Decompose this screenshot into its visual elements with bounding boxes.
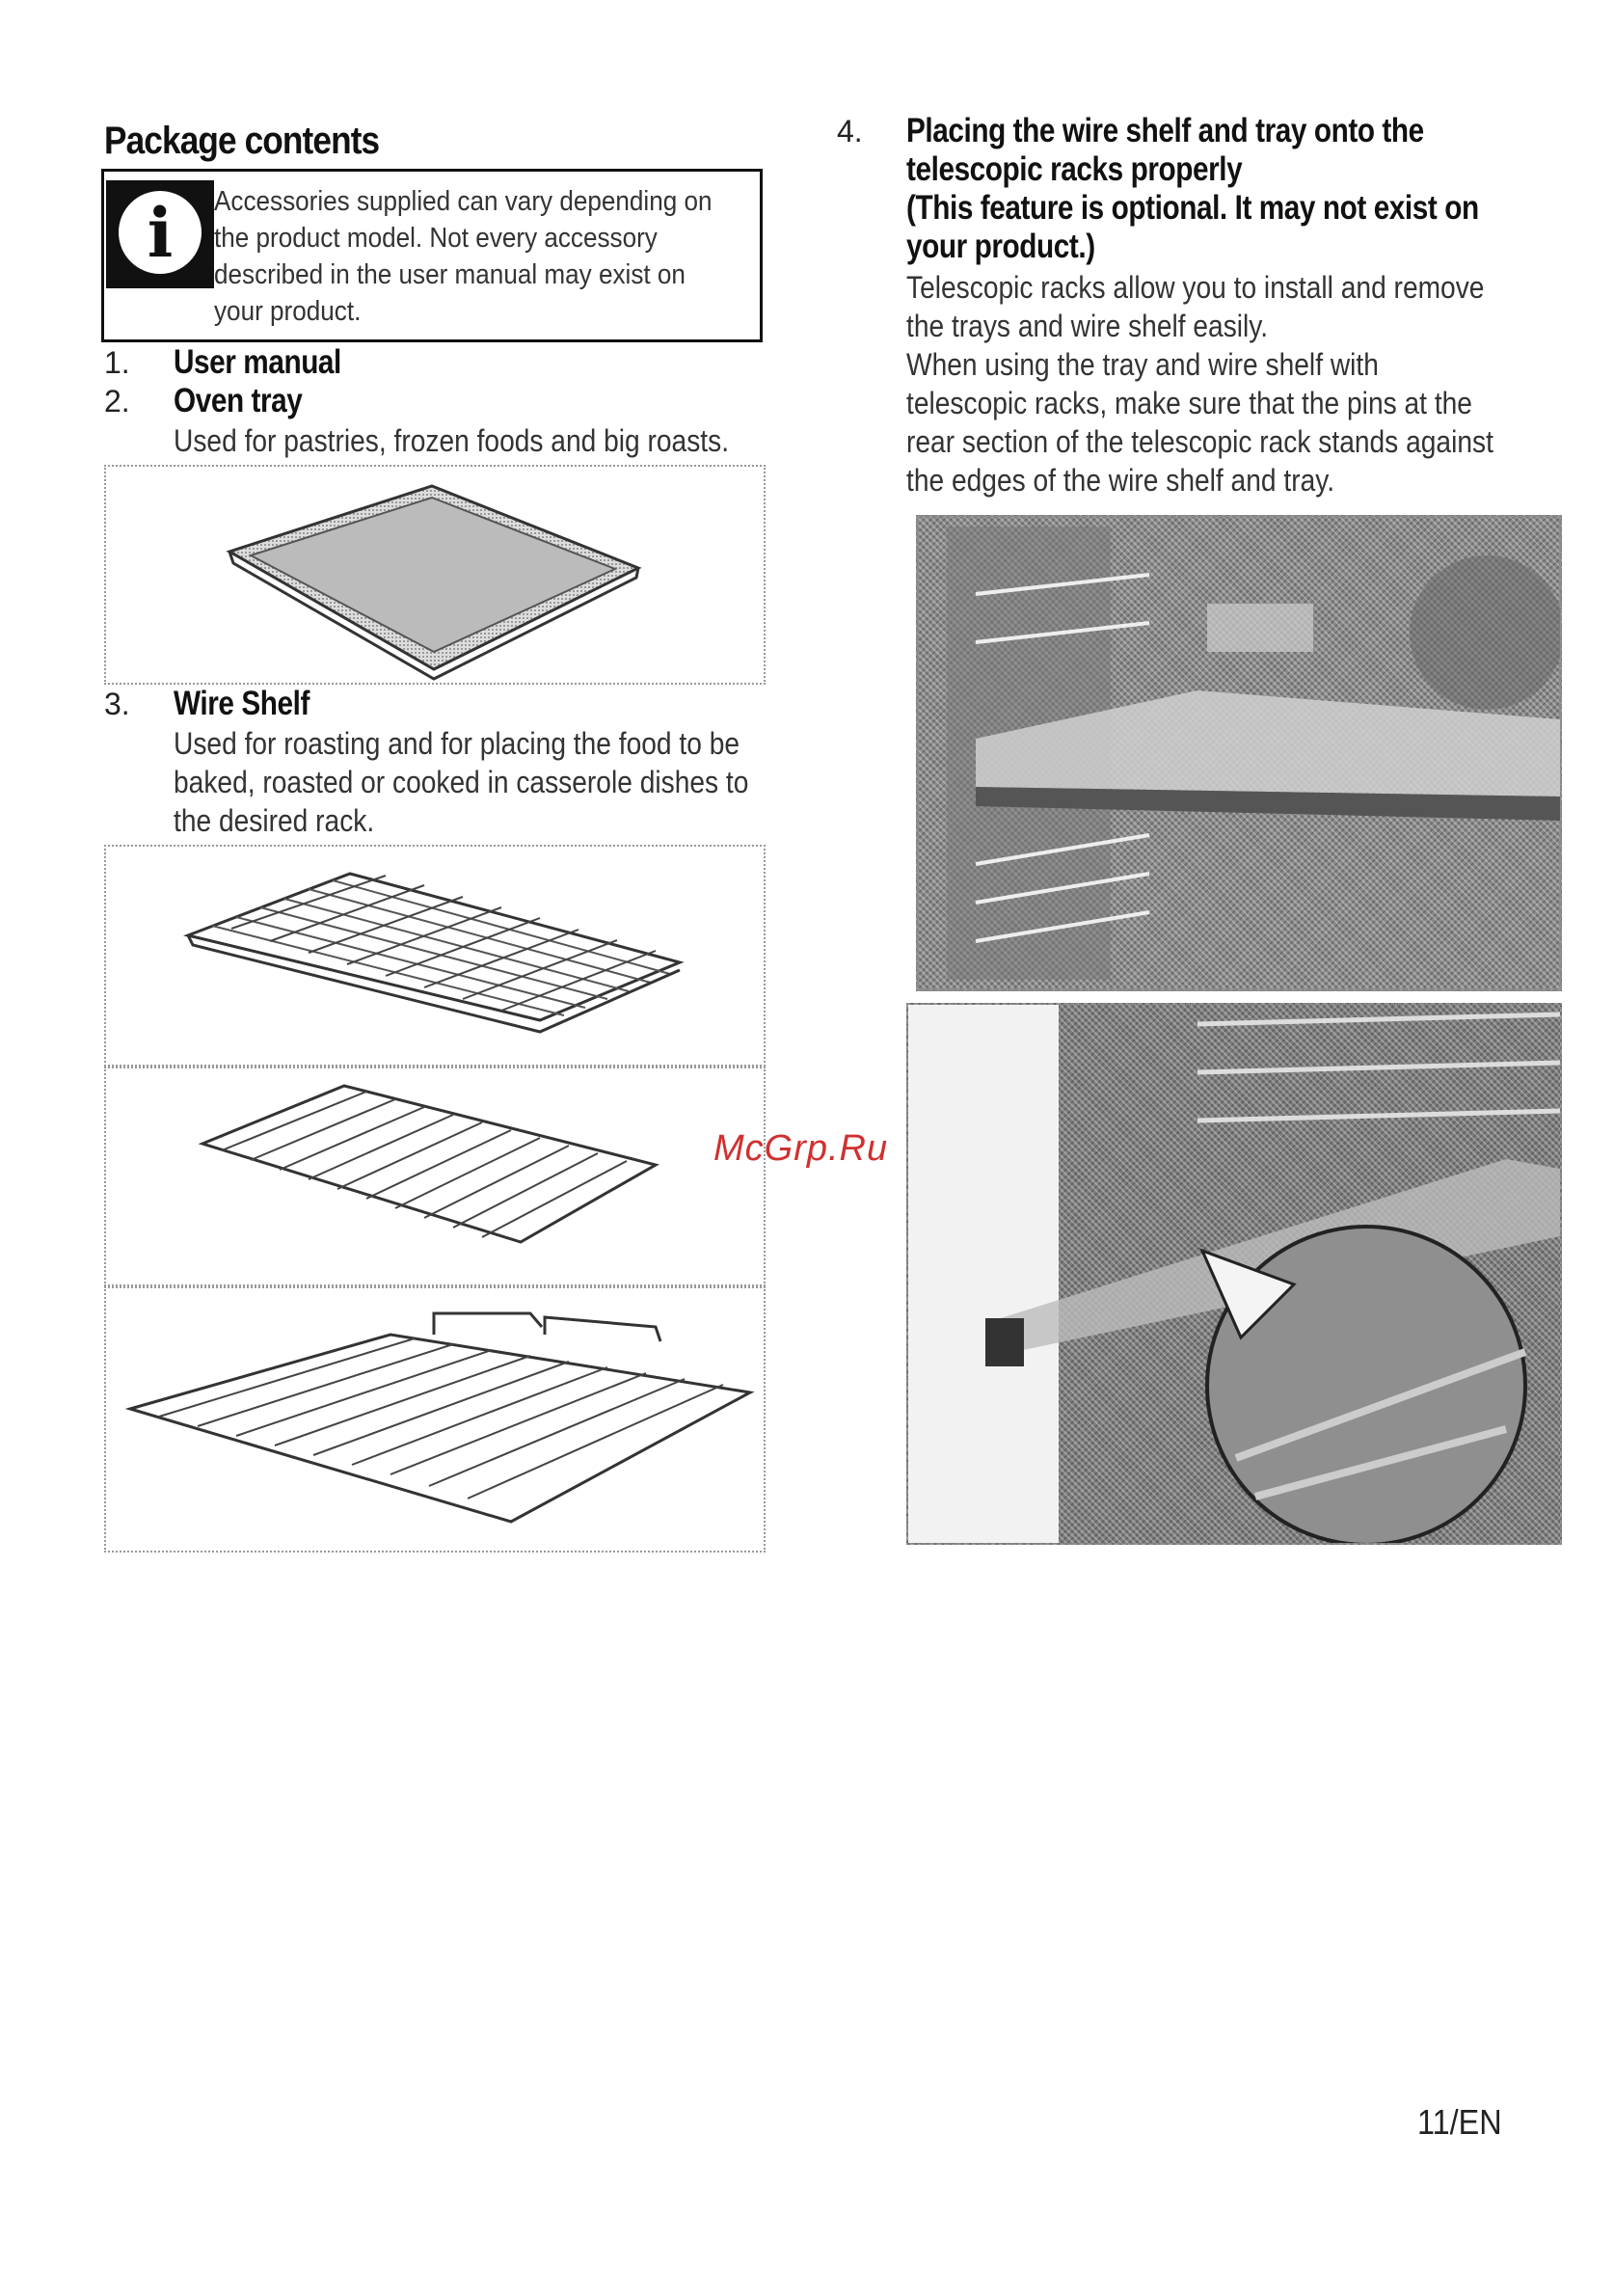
info-note-text: Accessories supplied can vary depending on the product model. Not every accessory described in the user manual may exist on your product. [214,186,713,327]
info-icon: i [106,180,214,288]
wire-shelf-image-1 [104,845,766,1067]
item-number: 1. [104,345,130,380]
tray-on-telescopic-rack-photo [916,515,1562,991]
item-label-user-manual: User manual [174,343,341,381]
item-label-oven-tray: Oven tray [174,382,303,419]
item-number: 2. [104,384,130,419]
page-title: Package contents [104,120,380,162]
item-desc-wire-shelf: Used for roasting and for placing the food to be baked, roasted or cooked in casserole dishes to the desired rack. [174,726,749,838]
item-label-wire-shelf: Wire Shelf [174,685,309,722]
item-desc-oven-tray: Used for pastries, frozen foods and big roasts. [174,423,730,458]
item-label-telescopic-racks: Placing the wire shelf and tray onto the telescopic racks properly (This feature is optional. It may not exist on your product.) [906,112,1479,265]
wire-shelf-pin-detail-photo [906,1003,1562,1545]
wire-shelf-image-3 [104,1286,766,1553]
item-number: 3. [104,687,130,721]
page-number: 11/EN [1417,2102,1502,2142]
wire-shelf-image-2 [104,1067,766,1286]
watermark: McGrp.Ru [713,1128,889,1169]
oven-tray-image [104,465,766,685]
oven-tray-illustration [106,467,764,683]
item-number: 4. [837,114,863,149]
item-desc-telescopic-racks: Telescopic racks allow you to install and remove the trays and wire shelf easily. When using the tray and wire shelf with telescopic racks, make sure that the pins at the rear section of the telescopic rack stands against the edges of the wire shelf and tray. [906,270,1493,498]
